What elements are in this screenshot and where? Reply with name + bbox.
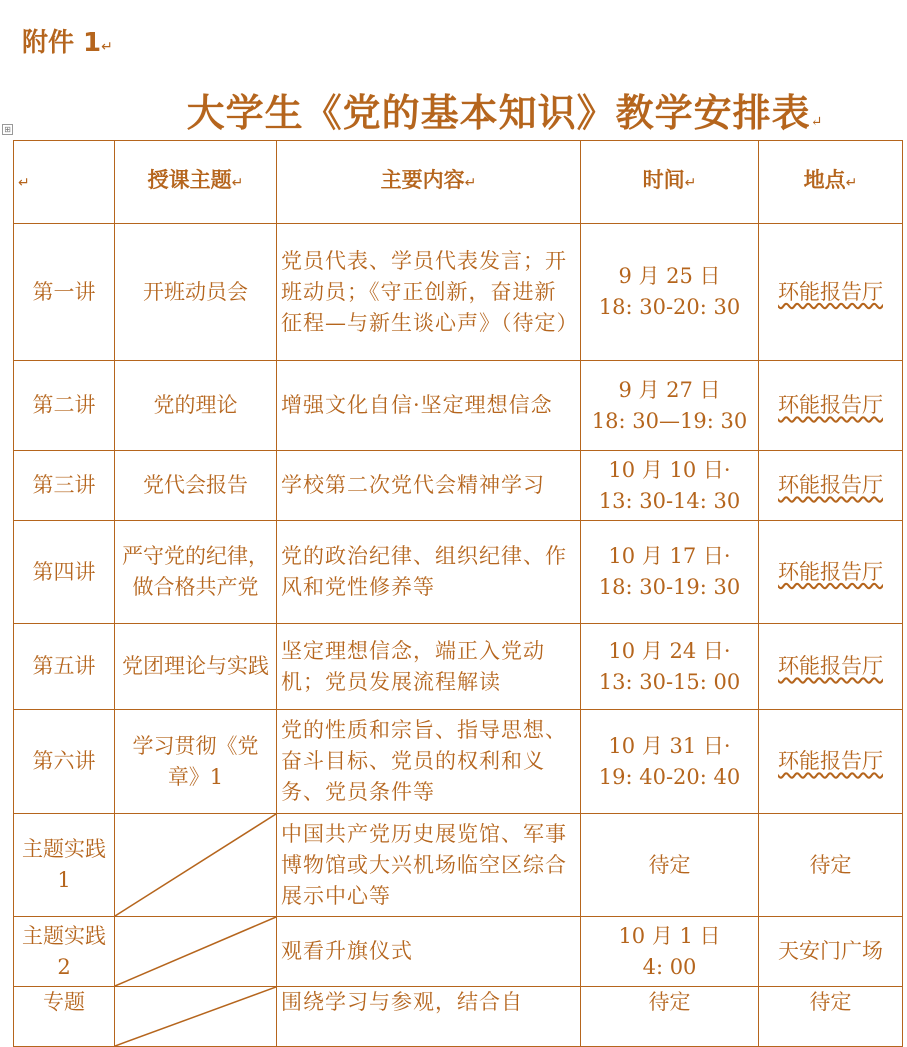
table-row (14, 917, 903, 987)
table-row (14, 814, 903, 917)
content-cell: 观看升旗仪式 (277, 917, 581, 987)
time-cell: 9 月 25 日 18: 30-20: 30 (581, 224, 759, 361)
diagonal-line (115, 814, 276, 916)
lecture-cell: 主题实践 1 (14, 814, 115, 917)
diagonal-line (115, 987, 276, 1046)
diagonal-line (115, 917, 276, 986)
place-cell: 环能报告厅 (759, 361, 903, 451)
place-cell: 环能报告厅 (759, 710, 903, 814)
place-cell: 待定 (759, 814, 903, 917)
table-row (14, 710, 903, 814)
table-row (14, 224, 903, 361)
lecture-cell: 第四讲 (14, 521, 115, 624)
lecture-cell: 第三讲 (14, 451, 115, 521)
time-cell: 9 月 27 日 18: 30—19: 30 (581, 361, 759, 451)
topic-cell: 开班动员会 (115, 224, 277, 361)
place-cell: 环能报告厅 (759, 224, 903, 361)
page-title: 大学生《党的基本知识》教学安排表↵ (186, 90, 824, 135)
empty-diagonal-cell (115, 814, 277, 917)
place-cell: 天安门广场 (759, 917, 903, 987)
lecture-cell: 第一讲 (14, 224, 115, 361)
time-cell: 10 月 24 日· 13: 30-15: 00 (581, 624, 759, 710)
content-cell: 增强文化自信·坚定理想信念 (277, 361, 581, 451)
table-row (14, 624, 903, 710)
table-row (14, 987, 903, 1047)
lecture-cell: 第二讲 (14, 361, 115, 451)
time-cell: 待定 (581, 814, 759, 917)
table-move-handle-icon[interactable]: ⊞ (2, 124, 13, 135)
header-topic: 授课主题↵ (115, 141, 277, 224)
content-cell: 学校第二次党代会精神学习 (277, 451, 581, 521)
content-cell: 党的政治纪律、组织纪律、作风和党性修养等 (277, 521, 581, 624)
lecture-cell: 主题实践 2 (14, 917, 115, 987)
place-cell: 环能报告厅 (759, 624, 903, 710)
header-place: 地点↵ (759, 141, 903, 224)
schedule-table (13, 140, 903, 1047)
time-cell: 10 月 31 日· 19: 40-20: 40 (581, 710, 759, 814)
time-cell: 待定 (581, 987, 759, 1047)
content-cell: 围绕学习与参观，结合自 (277, 987, 581, 1047)
place-cell: 环能报告厅 (759, 521, 903, 624)
content-cell: 中国共产党历史展览馆、军事博物馆或大兴机场临空区综合展示中心等 (277, 814, 581, 917)
content-cell: 坚定理想信念，端正入党动机；党员发展流程解读 (277, 624, 581, 710)
header-content: 主要内容↵ (277, 141, 581, 224)
place-cell: 环能报告厅 (759, 451, 903, 521)
topic-cell: 党代会报告 (115, 451, 277, 521)
empty-diagonal-cell (115, 987, 277, 1047)
empty-diagonal-cell (115, 917, 277, 987)
place-cell: 待定 (759, 987, 903, 1047)
topic-cell: 学习贯彻《党章》1 (115, 710, 277, 814)
lecture-cell: 专题 (14, 987, 115, 1047)
content-cell: 党的性质和宗旨、指导思想、奋斗目标、党员的权利和义务、党员条件等 (277, 710, 581, 814)
table-row (14, 361, 903, 451)
table-row (14, 451, 903, 521)
header-time: 时间↵ (581, 141, 759, 224)
time-cell: 10 月 17 日· 18: 30-19: 30 (581, 521, 759, 624)
content-cell: 党员代表、学员代表发言；开班动员；《守正创新，奋进新征程—与新生谈心声》（待定） (277, 224, 581, 361)
topic-cell: 党团理论与实践 (115, 624, 277, 710)
topic-cell: 严守党的纪律，做合格共产党 (115, 521, 277, 624)
table-row (14, 521, 903, 624)
header-lecture: ↵ (14, 141, 115, 224)
header-row (14, 141, 903, 224)
lecture-cell: 第五讲 (14, 624, 115, 710)
time-cell: 10 月 1 日 4: 00 (581, 917, 759, 987)
time-cell: 10 月 10 日· 13: 30-14: 30 (581, 451, 759, 521)
topic-cell: 党的理论 (115, 361, 277, 451)
lecture-cell: 第六讲 (14, 710, 115, 814)
attachment-label: 附件 1↵ (22, 28, 113, 58)
